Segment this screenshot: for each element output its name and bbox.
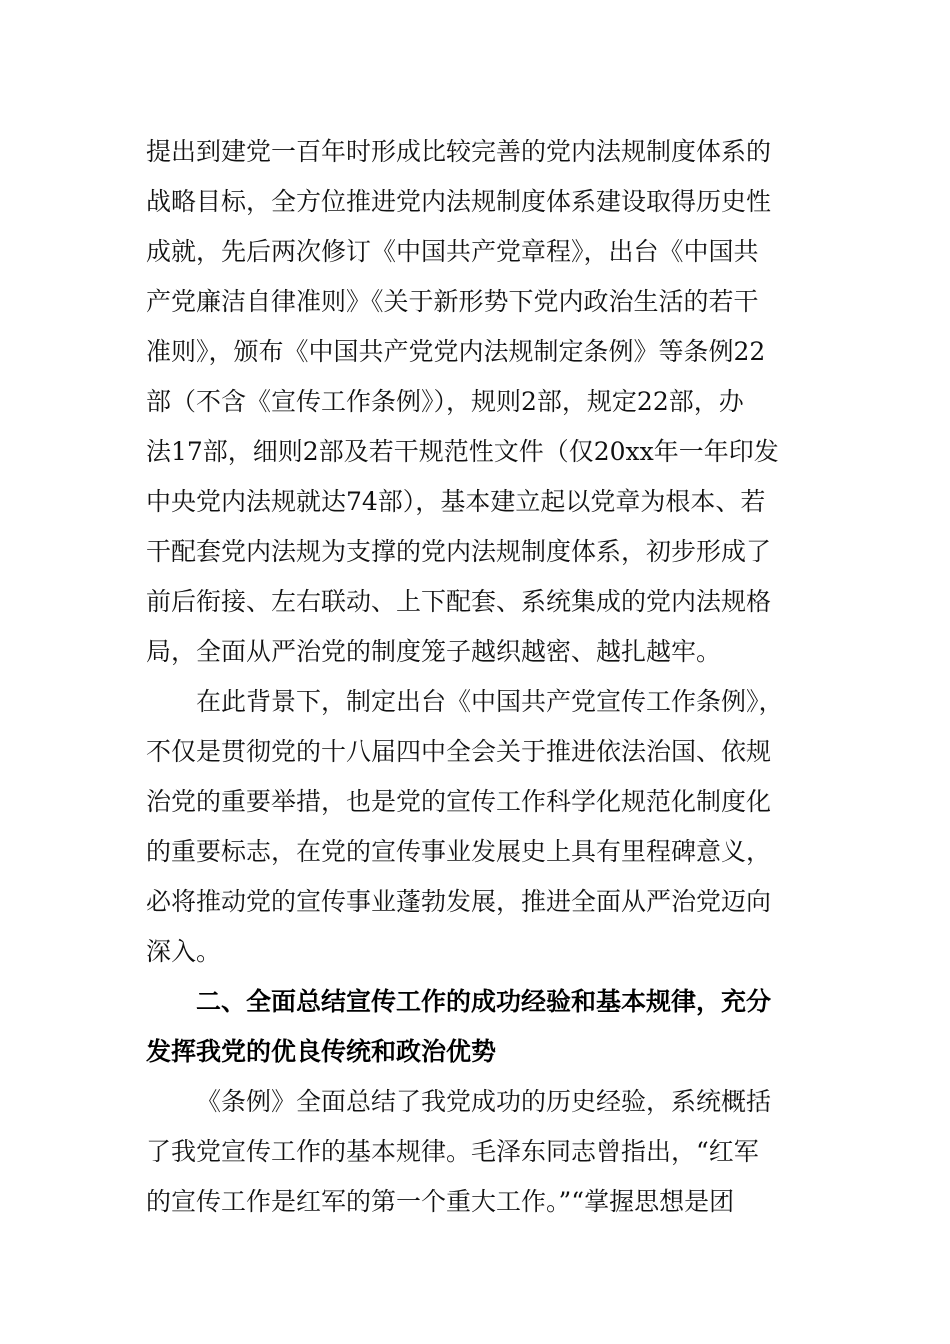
text-line: 了我党宣传工作的基本规律。毛泽东同志曾指出，“红军: [146, 1137, 759, 1166]
text-line: 部（不含《宣传工作条例》），规则2部，规定22部，办: [146, 387, 744, 416]
text-line: 中央党内法规就达74部），基本建立起以党章为根本、若: [146, 487, 766, 516]
text-line: 干配套党内法规为支撑的党内法规制度体系，初步形成了: [146, 537, 772, 566]
text-line: 《条例》全面总结了我党成功的历史经验，系统概括: [196, 1087, 772, 1116]
text-line: 提出到建党一百年时形成比较完善的党内法规制度体系的: [146, 137, 772, 166]
text-line: 前后衔接、左右联动、上下配套、系统集成的党内法规格: [146, 587, 772, 616]
text-line: 战略目标，全方位推进党内法规制度体系建设取得历史性: [146, 187, 772, 216]
text-line: 产党廉洁自律准则》《关于新形势下党内政治生活的若干: [146, 287, 759, 316]
text-line: 必将推动党的宣传事业蓬勃发展，推进全面从严治党迈向: [146, 887, 772, 916]
text-line: 深入。: [146, 937, 222, 966]
text-line: 成就，先后两次修订《中国共产党章程》，出台《中国共: [146, 237, 759, 266]
text-line: 治党的重要举措，也是党的宣传工作科学化规范化制度化: [146, 787, 772, 816]
text-line: 法17部，细则2部及若干规范性文件（仅20xx年一年印发: [146, 437, 779, 466]
text-line: 的重要标志，在党的宣传事业发展史上具有里程碑意义，: [146, 837, 772, 866]
text-line: 局，全面从严治党的制度笼子越织越密、越扎越牢。: [146, 637, 722, 666]
text-line: 在此背景下，制定出台《中国共产党宣传工作条例》，: [196, 687, 784, 716]
section-heading: 二、全面总结宣传工作的成功经验和基本规律，充分: [196, 987, 772, 1016]
text-line: 准则》，颁布《中国共产党党内法规制定条例》等条例22: [146, 337, 766, 366]
text-line: 不仅是贯彻党的十八届四中全会关于推进依法治国、依规: [146, 737, 772, 766]
text-line: 的宣传工作是红军的第一个重大工作。”“掌握思想是团: [146, 1187, 735, 1216]
section-heading: 发挥我党的优良传统和政治优势: [146, 1037, 497, 1066]
